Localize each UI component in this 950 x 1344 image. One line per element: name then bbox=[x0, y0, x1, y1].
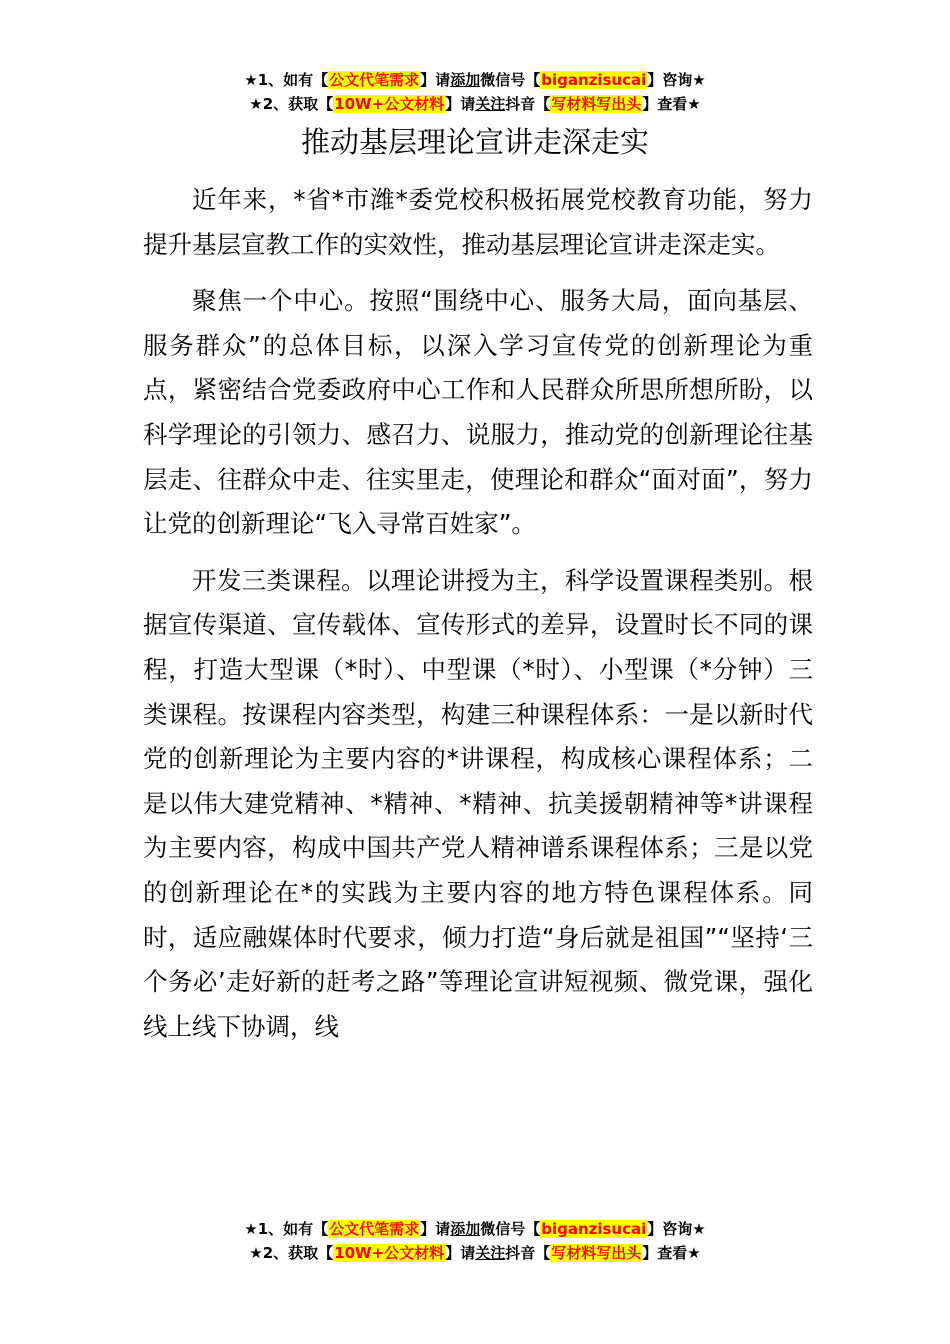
banner-highlight-wechat-id: biganzisucai bbox=[541, 71, 647, 89]
banner-text: 】查看★ bbox=[642, 1244, 701, 1262]
banner-text: 】请 bbox=[420, 1220, 451, 1238]
banner-text: ★1、如有【 bbox=[244, 71, 329, 89]
banner-text: 】咨询★ bbox=[647, 1220, 706, 1238]
header-banner bbox=[0, 68, 950, 116]
banner-text: 】请 bbox=[445, 95, 476, 113]
footer-banner-line-2 bbox=[0, 1241, 950, 1265]
banner-highlight-douyin-id: 写材料写出头 bbox=[551, 95, 642, 113]
header-banner-line-2 bbox=[0, 92, 950, 116]
document-body bbox=[143, 178, 813, 1061]
banner-text: 】查看★ bbox=[642, 95, 701, 113]
banner-highlight: 公文代笔需求 bbox=[329, 1220, 420, 1238]
document-title: 推动基层理论宣讲走深走实 bbox=[300, 125, 649, 159]
footer-banner bbox=[0, 1217, 950, 1265]
banner-highlight: 公文代笔需求 bbox=[329, 71, 420, 89]
banner-text: ★2、获取【 bbox=[249, 95, 334, 113]
banner-underlined-text: 关注 bbox=[475, 1244, 506, 1262]
paragraph-focus-center: 聚焦一个中心。按照“围绕中心、服务大局，面向基层、服务群众”的总体目标，以深入学习宣传党的创新理论为重点，紧密结合党委政府中心工作和人民群众所思所想所盼，以科学理论的引领力、感召力、说服力，推动党的创新理论往基层走、往群众中走、往实里走，使理论和群众“面对面”，努力让党的创新理论“飞入寻常百姓家”。 bbox=[143, 286, 813, 539]
banner-text: ★1、如有【 bbox=[244, 1220, 329, 1238]
banner-text: 】请 bbox=[445, 1244, 476, 1262]
banner-underlined-text: 添加 bbox=[450, 71, 481, 89]
banner-text: ★2、获取【 bbox=[249, 1244, 334, 1262]
footer-banner-line-1 bbox=[0, 1217, 950, 1241]
banner-highlight: 10W+公文材料 bbox=[334, 95, 445, 113]
paragraph-three-courses: 开发三类课程。以理论讲授为主，科学设置课程类别。根据宣传渠道、宣传载体、宣传形式的差异，设置时长不同的课程，打造大型课（*时）、中型课（*时）、小型课（*分钟）三类课程。按课程内容类型，构建三种课程体系：一是以新时代党的创新理论为主要内容的*讲课程，构成核心课程体系；二是以伟大建党精神、*精神、*精神、抗美援朝精神等*讲课程为主要内容，构成中国共产党人精神谱系课程体系；三是以党的创新理论在*的实践为主要内容的地方特色课程体系。同时，适应融媒体时代要求，倾力打造“身后就是祖国”“坚持‘三个务必’走好新的赶考之路”等理论宣讲短视频、微党课，强化线上线下协调，线 bbox=[143, 565, 813, 1041]
header-banner-line-1 bbox=[0, 68, 950, 92]
banner-highlight-wechat-id: biganzisucai bbox=[541, 1220, 647, 1238]
banner-text: 微信号【 bbox=[480, 71, 541, 89]
paragraph-intro: 近年来，*省*市潍*委党校积极拓展党校教育功能，努力提升基层宣教工作的实效性，推动基层理论宣讲走深走实。 bbox=[143, 185, 813, 259]
banner-highlight: 10W+公文材料 bbox=[334, 1244, 445, 1262]
banner-text: 】请 bbox=[420, 71, 451, 89]
banner-text: 抖音【 bbox=[505, 95, 551, 113]
banner-text: 微信号【 bbox=[480, 1220, 541, 1238]
banner-text: 抖音【 bbox=[505, 1244, 551, 1262]
banner-highlight-douyin-id: 写材料写出头 bbox=[551, 1244, 642, 1262]
banner-text: 】咨询★ bbox=[647, 71, 706, 89]
banner-underlined-text: 添加 bbox=[450, 1220, 481, 1238]
banner-underlined-text: 关注 bbox=[475, 95, 506, 113]
